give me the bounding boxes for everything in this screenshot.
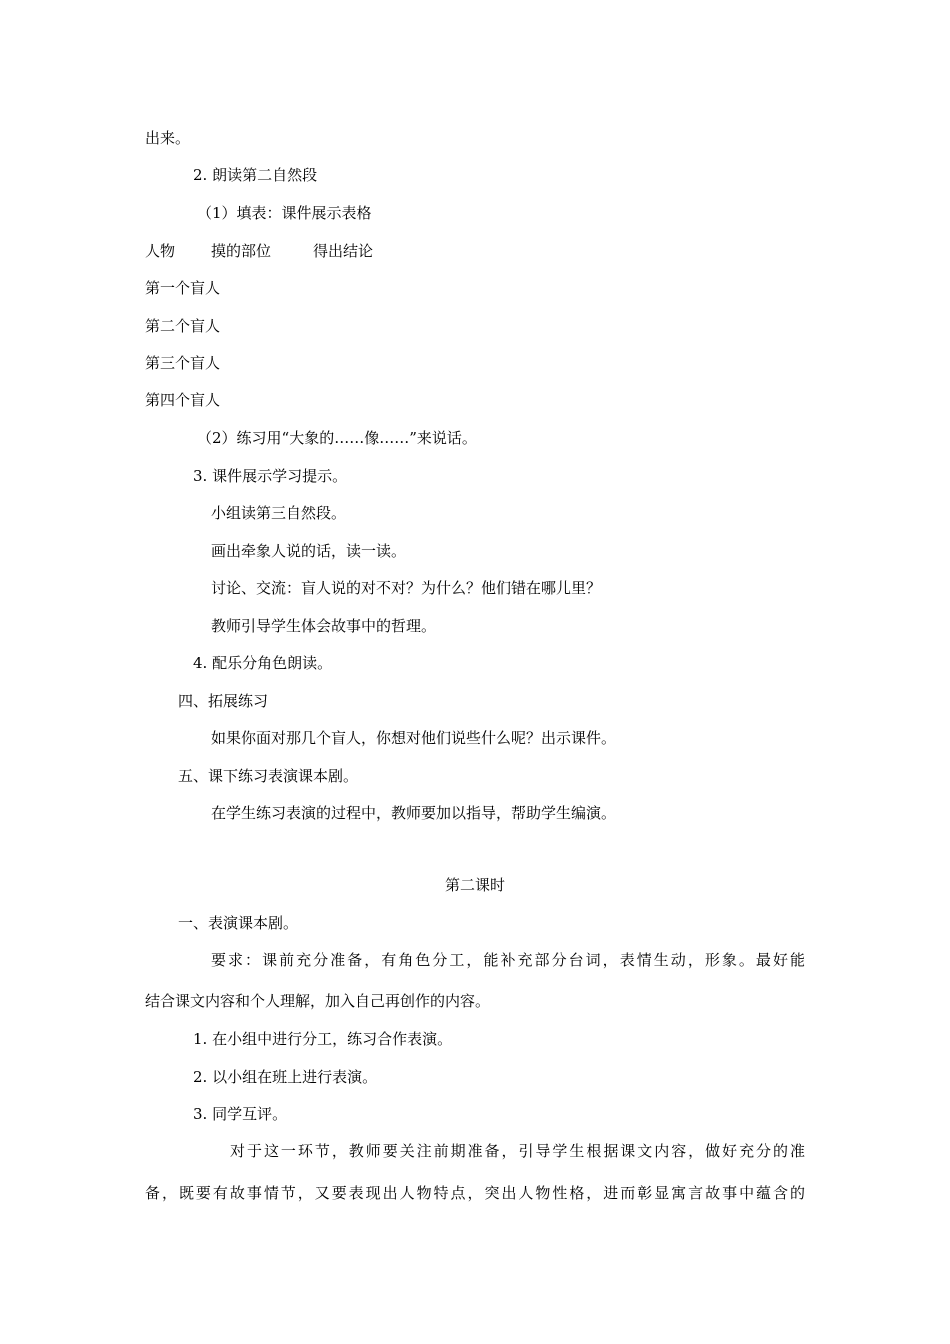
lesson-title: 第二课时 (444, 876, 505, 894)
table-row: 第三个盲人 (145, 354, 221, 372)
text-line: 1. 在小组中进行分工，练习合作表演。 (193, 1030, 453, 1048)
paragraph-line: 对于这一环节，教师要关注前期准备，引导学生根据课文内容，做好充分的准 (230, 1142, 805, 1160)
text-line: 画出牵象人说的话，读一读。 (211, 542, 407, 560)
text-line: 如果你面对那几个盲人，你想对他们说些什么呢？出示课件。 (211, 729, 617, 747)
table-row: 第二个盲人 (145, 317, 221, 335)
text-line: （1）填表：课件展示表格 (197, 204, 372, 222)
table-header-col-conclusion: 得出结论 (313, 242, 374, 260)
text-line: 小组读第三自然段。 (211, 504, 347, 522)
paragraph-line: 备，既要有故事情节，又要表现出人物特点，突出人物性格，进而彰显寓言故事中蕴含的 (145, 1184, 805, 1202)
table-row: 第一个盲人 (145, 279, 221, 297)
section-heading: 五、课下练习表演课本剧。 (178, 767, 359, 785)
text-line: 3. 同学互评。 (193, 1105, 288, 1123)
paragraph-line: 结合课文内容和个人理解，加入自己再创作的内容。 (145, 992, 491, 1010)
text-line: 3. 课件展示学习提示。 (193, 467, 348, 485)
text-line: 讨论、交流：盲人说的对不对？为什么？他们错在哪儿里？ (211, 579, 602, 597)
text-line: 2. 以小组在班上进行表演。 (193, 1068, 378, 1086)
text-line: 在学生练习表演的过程中，教师要加以指导，帮助学生编演。 (211, 804, 617, 822)
table-header-col-person: 人物 (145, 242, 176, 260)
text-line: 4. 配乐分角色朗读。 (193, 654, 333, 672)
text-line: 教师引导学生体会故事中的哲理。 (211, 617, 437, 635)
section-heading: 一、表演课本剧。 (178, 914, 299, 932)
text-line: （2）练习用“大象的……像……”来说话。 (197, 429, 477, 447)
paragraph-line: 要求：课前充分准备，有角色分工，能补充部分台词，表情生动，形象。最好能 (211, 951, 805, 969)
table-header-row (145, 241, 373, 261)
table-row: 第四个盲人 (145, 391, 221, 409)
section-heading: 四、拓展练习 (178, 692, 269, 710)
table-header-col-part: 摸的部位 (211, 242, 272, 260)
text-line: 出来。 (145, 129, 191, 147)
text-line: 2. 朗读第二自然段 (193, 166, 318, 184)
